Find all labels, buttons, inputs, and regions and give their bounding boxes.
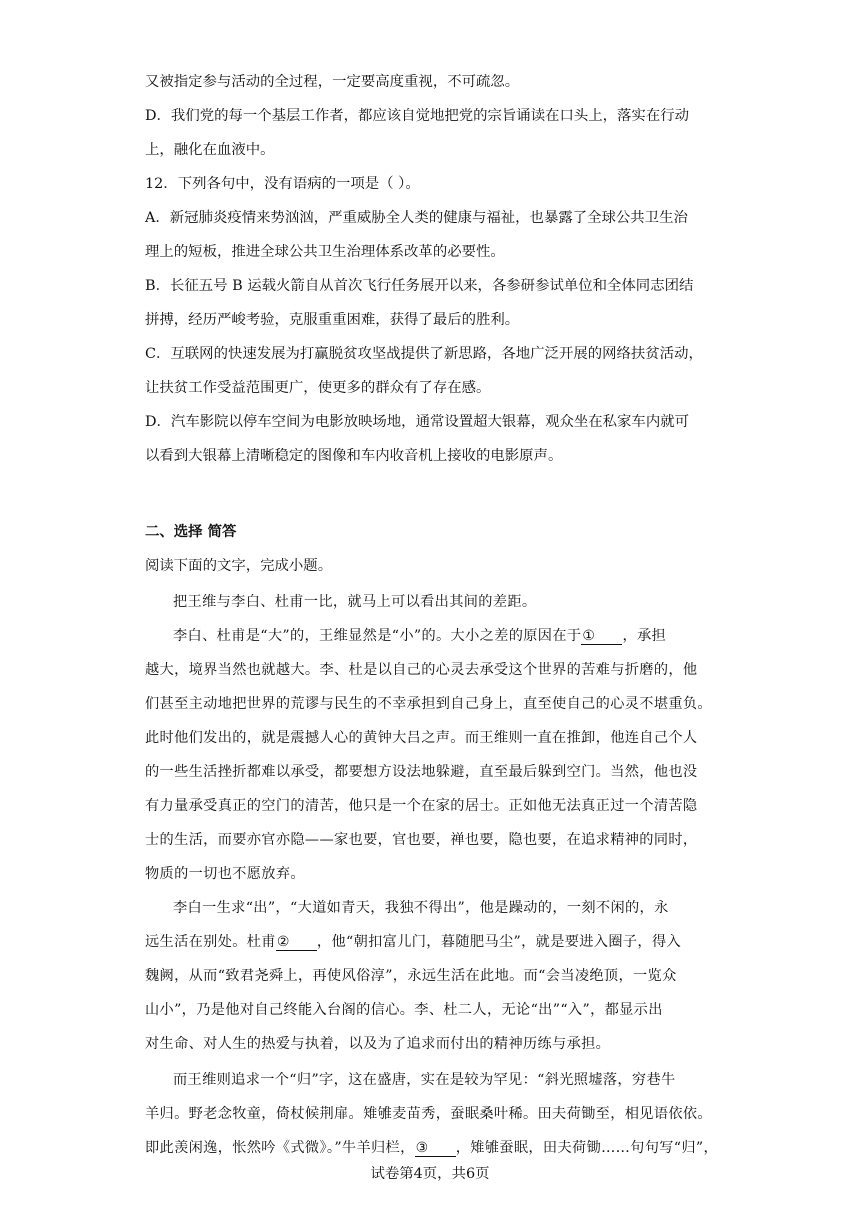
passage-p2-line-1-post: ，承担 [622,628,667,644]
passage-p2-line-3: 们甚至主动地把世界的荒谬与民生的不幸承担到自己身上，直至使自己的心灵不堪重负。 [145,696,712,712]
q12-option-d-line-2: 以看到大银幕上清晰稳定的图像和车内收音机上接收的电影原声。 [145,448,563,464]
passage-p4-line-3 [145,1138,718,1158]
passage-p1: 把王维与李白、杜甫一比，就马上可以看出其间的差距。 [173,594,537,610]
passage-p3-line-2-post: ，他“朝扣富儿门，暮随肥马尘”，就是要进入圈子，得入 [316,934,682,950]
passage-p2-line-2: 越大，境界当然也就越大。李、杜是以自己的心灵去承受这个世界的苦难与折磨的，他 [145,662,698,678]
passage-p2-line-8: 物质的一切也不愿放弃。 [145,866,305,882]
passage-p2-line-1 [173,626,666,646]
q11-text-line-1: 又被指定参与活动的全过程，一定要高度重视，不可疏忽。 [145,74,520,90]
passage-p4-line-3-post: ，雉雊蚕眠，田夫荷锄……句句写“归”， [455,1140,719,1156]
q11-option-d-line-2: 上，融化在血液中。 [145,142,275,158]
passage-p4-line-2: 羊归。野老念牧童，倚杖候荆扉。雉雊麦苗秀，蚕眠桑叶稀。田夫荷锄至，相见语依依。 [145,1106,712,1122]
passage-p2-line-7: 士的生活，而要亦官亦隐——家也要，官也要，禅也要，隐也要，在追求精神的同时， [145,832,698,848]
q11-option-d-line-1: D．我们党的每一个基层工作者，都应该自觉地把党的宗旨诵读在口头上，落实在行动 [145,108,689,124]
passage-p3-line-5: 对生命、对人生的热爱与执着，以及为了追求而付出的精神历练与承担。 [145,1036,611,1052]
passage-p2-line-4: 此时他们发出的，就是震撼人心的黄钟大吕之声。而王维则一直在推卸，他连自己个人 [145,730,698,746]
section-heading: 二、选择 简答 [145,523,237,540]
page-footer: 试卷第4页，共6页 [370,1166,490,1182]
fill-blank-2[interactable]: ② [276,934,317,951]
q12-option-b-line-1: B．长征五号 B 运载火箭自从首次飞行任务展开以来，各参研参试单位和全体同志团结 [145,278,694,294]
q12-option-c-line-2: 让扶贫工作受益范围更广，使更多的群众有了存在感。 [145,380,491,396]
q12-option-c-line-1: C．互联网的快速发展为打赢脱贫攻坚战提供了新思路，各地广泛开展的网络扶贫活动， [145,346,703,362]
q12-option-a-line-2: 理上的短板，推进全球公共卫生治理体系改革的必要性。 [145,244,505,260]
fill-blank-3[interactable]: ③ [415,1140,456,1157]
q12-option-b-line-2: 拼搏，经历严峻考验，克服重重困难，获得了最后的胜利。 [145,312,520,328]
passage-p4-line-3-pre: 即此羡闲逸，怅然吟《式微》。”牛羊归栏， [145,1140,415,1156]
passage-p2-line-5: 的一些生活挫折都难以承受，都要想方设法地躲避，直至最后躲到空门。当然，他也没 [145,764,698,780]
q12-option-d-line-1: D．汽车影院以停车空间为电影放映场地，通常设置超大银幕，观众坐在私家车内就可 [145,414,689,430]
passage-p2-line-6: 有力量承受真正的空门的清苦，他只是一个在家的居士。正如他无法真正过一个清苦隐 [145,798,698,814]
passage-p4-line-1: 而王维则追求一个“归”字，这在盛唐，实在是较为罕见：“斜光照墟落，穷巷牛 [173,1072,676,1088]
passage-p3-line-2-pre: 远生活在别处。杜甫 [145,934,276,950]
q12-option-a-line-1: A．新冠肺炎疫情来势汹汹，严重威胁全人类的健康与福祉，也暴露了全球公共卫生治 [145,210,688,226]
passage-p3-line-3: 魏阙，从而“致君尧舜上，再使风俗淳”，永远生活在此地。而“会当凌绝顶，一览众 [145,968,677,984]
passage-p3-line-4: 山小”，乃是他对自己终能入台阁的信心。李、杜二人，无论“出”“入”，都显示出 [145,1002,663,1018]
fill-blank-1[interactable]: ① [581,628,622,645]
q12-stem: 12．下列各句中，没有语病的一项是（ ）。 [145,176,420,192]
passage-p3-line-1: 李白一生求“出”，“大道如青天，我独不得出”，他是躁动的，一刻不闲的，永 [173,900,669,916]
section-instruction: 阅读下面的文字，完成小题。 [145,558,333,574]
passage-p2-line-1-pre: 李白、杜甫是“大”的，王维显然是“小”的。大小之差的原因在于 [173,628,582,644]
passage-p3-line-2 [145,932,681,952]
